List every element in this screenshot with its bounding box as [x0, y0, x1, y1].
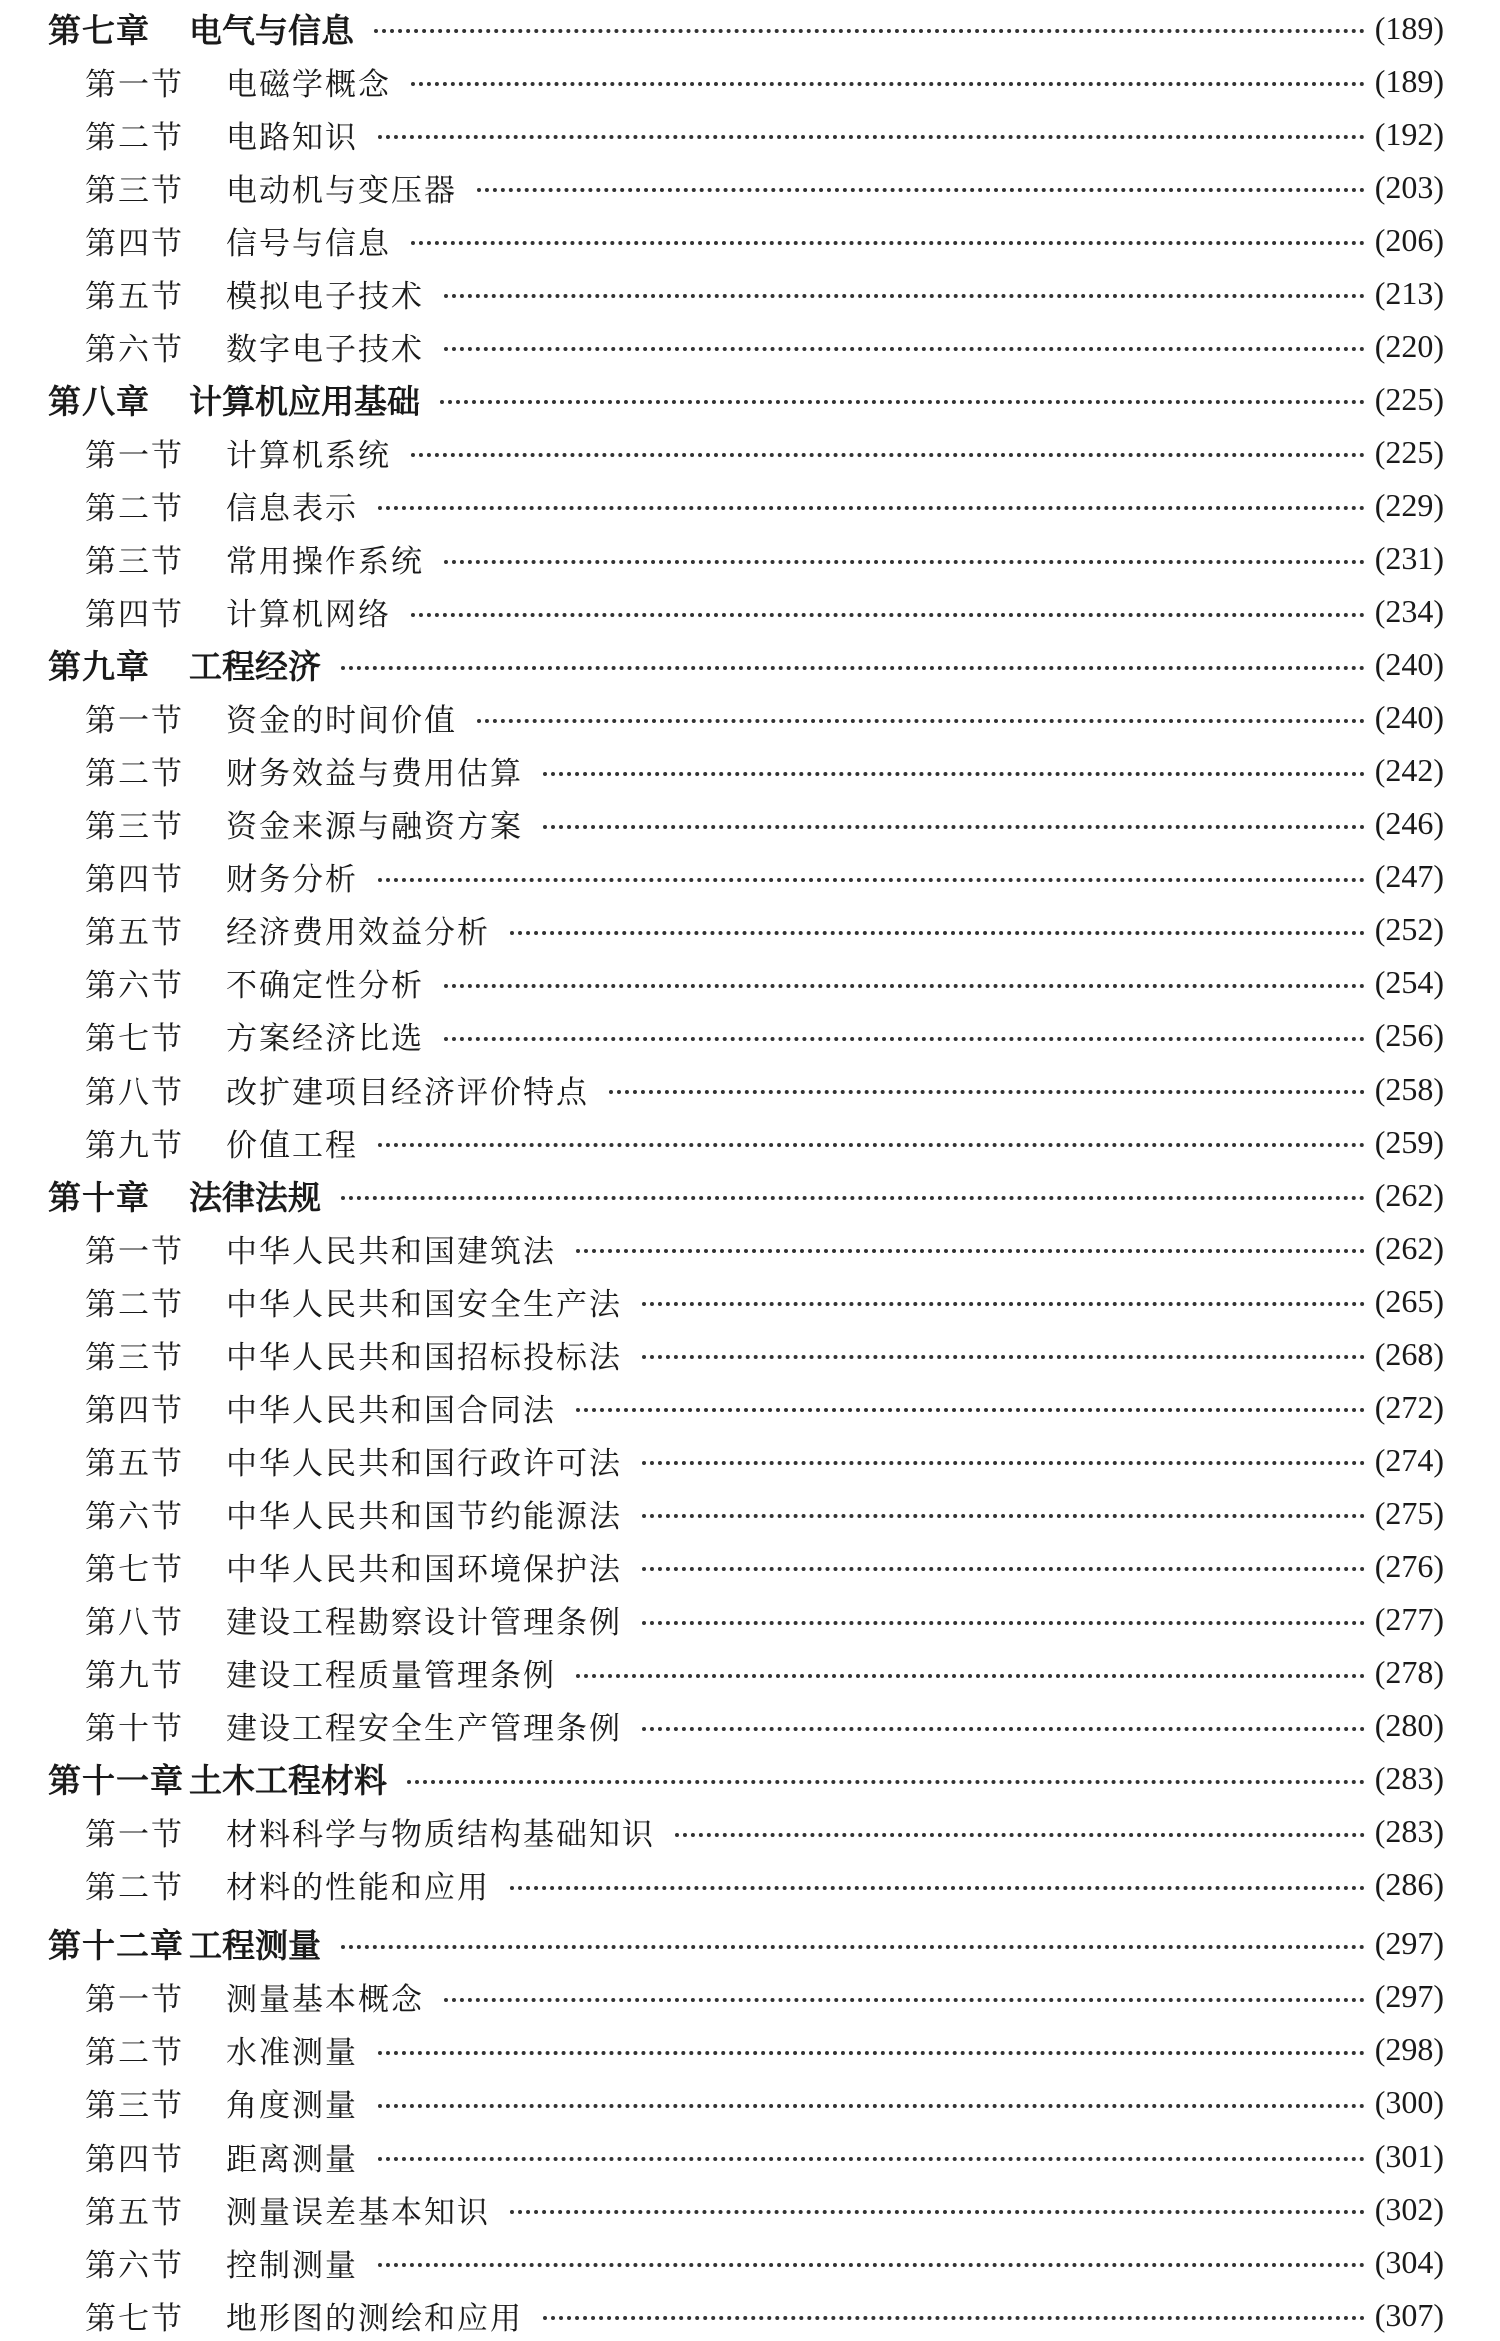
- section-number: 第九节: [85, 1127, 184, 1164]
- section-number: 第二节: [85, 2035, 184, 2072]
- page-number: (206): [1374, 221, 1444, 258]
- section-title: 财务效益与费用估算: [226, 756, 523, 793]
- section-title: 电磁学概念: [226, 66, 391, 103]
- section-title: 中华人民共和国建筑法: [226, 1233, 556, 1270]
- page-number: (268): [1374, 1335, 1444, 1372]
- section-number: 第四节: [85, 2141, 184, 2178]
- section-number: 第九节: [85, 1658, 184, 1695]
- section-number: 第一节: [85, 437, 184, 474]
- toc-section-entry[interactable]: [0, 2236, 1500, 2288]
- page-number: (256): [1374, 1017, 1444, 1054]
- toc-chapter-entry[interactable]: [0, 373, 1500, 425]
- toc-section-entry[interactable]: [0, 1594, 1500, 1646]
- toc-section-entry[interactable]: [0, 2130, 1500, 2182]
- dot-leader: [642, 1514, 1365, 1518]
- dot-leader: [341, 666, 1365, 670]
- dot-leader: [378, 135, 1365, 139]
- section-title: 测量误差基本知识: [226, 2194, 490, 2231]
- section-title: 资金来源与融资方案: [226, 809, 523, 846]
- chapter-number: 第七章: [48, 10, 150, 50]
- page-number: (276): [1374, 1547, 1444, 1584]
- section-title: 水准测量: [226, 2035, 358, 2072]
- page-number: (246): [1374, 805, 1444, 842]
- toc-section-entry[interactable]: [0, 320, 1500, 372]
- section-title: 建设工程安全生产管理条例: [226, 1711, 622, 1748]
- page-number: (258): [1374, 1070, 1444, 1107]
- page-number: (242): [1374, 752, 1444, 789]
- toc-section-entry[interactable]: [0, 586, 1500, 638]
- toc-chapter-entry[interactable]: [0, 1753, 1500, 1805]
- chapter-number: 第十一章: [48, 1761, 184, 1801]
- toc-section-entry[interactable]: [0, 1063, 1500, 1115]
- toc-section-entry[interactable]: [0, 533, 1500, 585]
- dot-leader: [378, 878, 1365, 882]
- section-number: 第六节: [85, 1498, 184, 1535]
- toc-chapter-entry[interactable]: [0, 1918, 1500, 1970]
- section-title: 中华人民共和国合同法: [226, 1392, 556, 1429]
- section-title: 电动机与变压器: [226, 172, 457, 209]
- section-number: 第四节: [85, 1392, 184, 1429]
- page-number: (265): [1374, 1282, 1444, 1319]
- dot-leader: [407, 1780, 1365, 1784]
- toc-section-entry[interactable]: [0, 851, 1500, 903]
- section-number: 第一节: [85, 66, 184, 103]
- section-number: 第八节: [85, 1074, 184, 1111]
- dot-leader: [440, 400, 1365, 404]
- page-number: (275): [1374, 1494, 1444, 1531]
- dot-leader: [378, 506, 1365, 510]
- chapter-number: 第九章: [48, 647, 150, 687]
- section-number: 第七节: [85, 1551, 184, 1588]
- section-number: 第五节: [85, 1445, 184, 1482]
- page-number: (301): [1374, 2137, 1444, 2174]
- chapter-number: 第八章: [48, 381, 150, 421]
- page-number: (300): [1374, 2084, 1444, 2121]
- section-number: 第三节: [85, 544, 184, 580]
- toc-section-entry[interactable]: [0, 1381, 1500, 1433]
- dot-leader: [642, 1302, 1365, 1306]
- chapter-number: 第十二章: [48, 1926, 184, 1966]
- page-number: (297): [1374, 1978, 1444, 2015]
- dot-leader: [642, 1461, 1365, 1465]
- section-title: 常用操作系统: [226, 544, 424, 580]
- chapter-title: 计算机应用基础: [189, 381, 420, 421]
- section-number: 第三节: [85, 172, 184, 209]
- toc-section-entry[interactable]: [0, 108, 1500, 160]
- dot-leader: [378, 2157, 1365, 2161]
- page-number: (280): [1374, 1707, 1444, 1744]
- page-number: (192): [1374, 115, 1444, 152]
- dot-leader: [576, 1674, 1365, 1678]
- dot-leader: [378, 2051, 1365, 2055]
- section-number: 第三节: [85, 1339, 184, 1376]
- toc-section-entry[interactable]: [0, 2183, 1500, 2235]
- section-title: 中华人民共和国环境保护法: [226, 1551, 622, 1588]
- section-number: 第十节: [85, 1711, 184, 1748]
- toc-section-entry[interactable]: [0, 1275, 1500, 1327]
- toc-section-entry[interactable]: [0, 161, 1500, 213]
- page-number: (272): [1374, 1388, 1444, 1425]
- section-number: 第二节: [85, 1286, 184, 1323]
- page-number: (262): [1374, 1229, 1444, 1266]
- section-number: 第一节: [85, 1817, 184, 1854]
- dot-leader: [378, 1143, 1365, 1147]
- section-number: 第四节: [85, 862, 184, 899]
- toc-section-entry[interactable]: [0, 957, 1500, 1009]
- chapter-title: 土木工程材料: [189, 1761, 387, 1801]
- section-title: 地形图的测绘和应用: [226, 2300, 523, 2337]
- toc-section-entry[interactable]: [0, 1971, 1500, 2023]
- page-number: (247): [1374, 858, 1444, 895]
- section-number: 第三节: [85, 2088, 184, 2125]
- section-title: 中华人民共和国行政许可法: [226, 1445, 622, 1482]
- section-title: 材料的性能和应用: [226, 1870, 490, 1907]
- dot-leader: [444, 560, 1365, 564]
- page-number: (283): [1374, 1760, 1444, 1797]
- dot-leader: [444, 1998, 1365, 2002]
- dot-leader: [444, 347, 1365, 351]
- section-title: 距离测量: [226, 2141, 358, 2178]
- section-title: 模拟电子技术: [226, 278, 424, 315]
- section-title: 计算机系统: [226, 437, 391, 474]
- dot-leader: [444, 1037, 1365, 1041]
- section-number: 第二节: [85, 756, 184, 793]
- page-number: (277): [1374, 1601, 1444, 1637]
- chapter-title: 工程经济: [189, 647, 321, 687]
- toc-section-entry[interactable]: [0, 1434, 1500, 1486]
- section-number: 第六节: [85, 331, 184, 368]
- dot-leader: [378, 2263, 1365, 2267]
- page-number: (231): [1374, 540, 1444, 576]
- section-title: 改扩建项目经济评价特点: [226, 1074, 589, 1111]
- page-number: (259): [1374, 1123, 1444, 1160]
- page-number: (240): [1374, 646, 1444, 683]
- page-number: (213): [1374, 274, 1444, 311]
- toc-section-entry[interactable]: [0, 2289, 1500, 2341]
- toc-section-entry[interactable]: [0, 745, 1500, 797]
- chapter-title: 工程测量: [189, 1926, 321, 1966]
- dot-leader: [543, 825, 1365, 829]
- section-number: 第二节: [85, 490, 184, 527]
- page-number: (189): [1374, 9, 1444, 46]
- section-number: 第五节: [85, 278, 184, 315]
- section-title: 建设工程质量管理条例: [226, 1658, 556, 1695]
- page-number: (297): [1374, 1925, 1444, 1962]
- section-title: 信号与信息: [226, 225, 391, 262]
- page-number: (234): [1374, 593, 1444, 630]
- toc-section-entry[interactable]: [0, 55, 1500, 107]
- dot-leader: [444, 984, 1365, 988]
- section-title: 角度测量: [226, 2088, 358, 2125]
- dot-leader: [411, 241, 1365, 245]
- toc-section-entry[interactable]: [0, 1859, 1500, 1911]
- section-number: 第三节: [85, 809, 184, 846]
- toc-chapter-entry[interactable]: [0, 639, 1500, 691]
- section-title: 资金的时间价值: [226, 703, 457, 740]
- toc-section-entry[interactable]: [0, 1010, 1500, 1062]
- dot-leader: [378, 2104, 1365, 2108]
- section-number: 第七节: [85, 2300, 184, 2337]
- section-number: 第一节: [85, 1982, 184, 2019]
- toc-section-entry[interactable]: [0, 1540, 1500, 1592]
- dot-leader: [411, 453, 1365, 457]
- section-number: 第五节: [85, 915, 184, 952]
- dot-leader: [510, 931, 1365, 935]
- section-title: 控制测量: [226, 2247, 358, 2284]
- toc-section-entry[interactable]: [0, 426, 1500, 478]
- section-title: 数字电子技术: [226, 331, 424, 368]
- section-title: 不确定性分析: [226, 968, 424, 1005]
- section-title: 测量基本概念: [226, 1982, 424, 2019]
- section-title: 价值工程: [226, 1127, 358, 1164]
- section-number: 第五节: [85, 2194, 184, 2231]
- page-number: (240): [1374, 699, 1444, 736]
- dot-leader: [341, 1196, 1365, 1200]
- toc-section-entry[interactable]: [0, 2024, 1500, 2076]
- page-number: (274): [1374, 1441, 1444, 1478]
- section-title: 方案经济比选: [226, 1021, 424, 1058]
- page-number: (283): [1374, 1813, 1444, 1850]
- dot-leader: [642, 1727, 1365, 1731]
- section-number: 第八节: [85, 1605, 184, 1641]
- page-number: (262): [1374, 1176, 1444, 1213]
- toc-section-entry[interactable]: [0, 1806, 1500, 1858]
- page-number: (304): [1374, 2243, 1444, 2280]
- chapter-title: 电气与信息: [189, 10, 354, 50]
- section-title: 中华人民共和国安全生产法: [226, 1286, 622, 1323]
- dot-leader: [510, 1886, 1365, 1890]
- chapter-number: 第十章: [48, 1177, 150, 1217]
- section-title: 中华人民共和国招标投标法: [226, 1339, 622, 1376]
- section-title: 信息表示: [226, 490, 358, 527]
- section-title: 建设工程勘察设计管理条例: [226, 1605, 622, 1641]
- section-number: 第二节: [85, 119, 184, 156]
- section-number: 第一节: [85, 1233, 184, 1270]
- dot-leader: [477, 188, 1365, 192]
- toc-section-entry[interactable]: [0, 1116, 1500, 1168]
- page-number: (307): [1374, 2296, 1444, 2333]
- dot-leader: [576, 1408, 1365, 1412]
- toc-section-entry[interactable]: [0, 214, 1500, 266]
- toc-section-entry[interactable]: [0, 692, 1500, 744]
- dot-leader: [411, 613, 1365, 617]
- toc-section-entry[interactable]: [0, 1700, 1500, 1752]
- toc-section-entry[interactable]: [0, 267, 1500, 319]
- section-title: 计算机网络: [226, 597, 391, 634]
- toc-section-entry[interactable]: [0, 479, 1500, 531]
- page-number: (254): [1374, 964, 1444, 1001]
- page-number: (302): [1374, 2190, 1444, 2227]
- toc-section-entry[interactable]: [0, 1487, 1500, 1539]
- dot-leader: [609, 1090, 1365, 1094]
- chapter-title: 法律法规: [189, 1177, 321, 1217]
- dot-leader: [576, 1249, 1365, 1253]
- page-number: (189): [1374, 62, 1444, 99]
- dot-leader: [642, 1355, 1365, 1359]
- section-title: 经济费用效益分析: [226, 915, 490, 952]
- page-number: (252): [1374, 911, 1444, 948]
- dot-leader: [374, 29, 1365, 33]
- section-number: 第四节: [85, 597, 184, 634]
- page-number: (286): [1374, 1866, 1444, 1903]
- dot-leader: [543, 2316, 1365, 2320]
- dot-leader: [675, 1833, 1365, 1837]
- page-number: (203): [1374, 168, 1444, 205]
- dot-leader: [341, 1945, 1365, 1949]
- dot-leader: [642, 1621, 1365, 1625]
- toc-section-entry[interactable]: [0, 1328, 1500, 1380]
- section-number: 第七节: [85, 1021, 184, 1058]
- section-number: 第六节: [85, 968, 184, 1005]
- toc-chapter-entry[interactable]: [0, 1169, 1500, 1221]
- section-title: 中华人民共和国节约能源法: [226, 1498, 622, 1535]
- section-title: 电路知识: [226, 119, 358, 156]
- page-number: (298): [1374, 2031, 1444, 2068]
- toc-section-entry[interactable]: [0, 904, 1500, 956]
- toc-chapter-entry[interactable]: [0, 2, 1500, 54]
- section-title: 材料科学与物质结构基础知识: [226, 1817, 655, 1854]
- toc-section-entry[interactable]: [0, 798, 1500, 850]
- page-number: (225): [1374, 380, 1444, 417]
- dot-leader: [510, 2210, 1365, 2214]
- toc-section-entry[interactable]: [0, 1222, 1500, 1274]
- page-number: (229): [1374, 486, 1444, 523]
- section-number: 第四节: [85, 225, 184, 262]
- dot-leader: [477, 719, 1365, 723]
- section-number: 第二节: [85, 1870, 184, 1907]
- page-number: (278): [1374, 1654, 1444, 1691]
- section-title: 财务分析: [226, 862, 358, 899]
- toc-section-entry[interactable]: [0, 1647, 1500, 1699]
- page-number: (220): [1374, 327, 1444, 364]
- page-number: (225): [1374, 433, 1444, 470]
- section-number: 第一节: [85, 703, 184, 740]
- dot-leader: [411, 82, 1365, 86]
- toc-section-entry[interactable]: [0, 2077, 1500, 2129]
- dot-leader: [444, 294, 1365, 298]
- dot-leader: [642, 1567, 1365, 1571]
- dot-leader: [543, 772, 1365, 776]
- section-number: 第六节: [85, 2247, 184, 2284]
